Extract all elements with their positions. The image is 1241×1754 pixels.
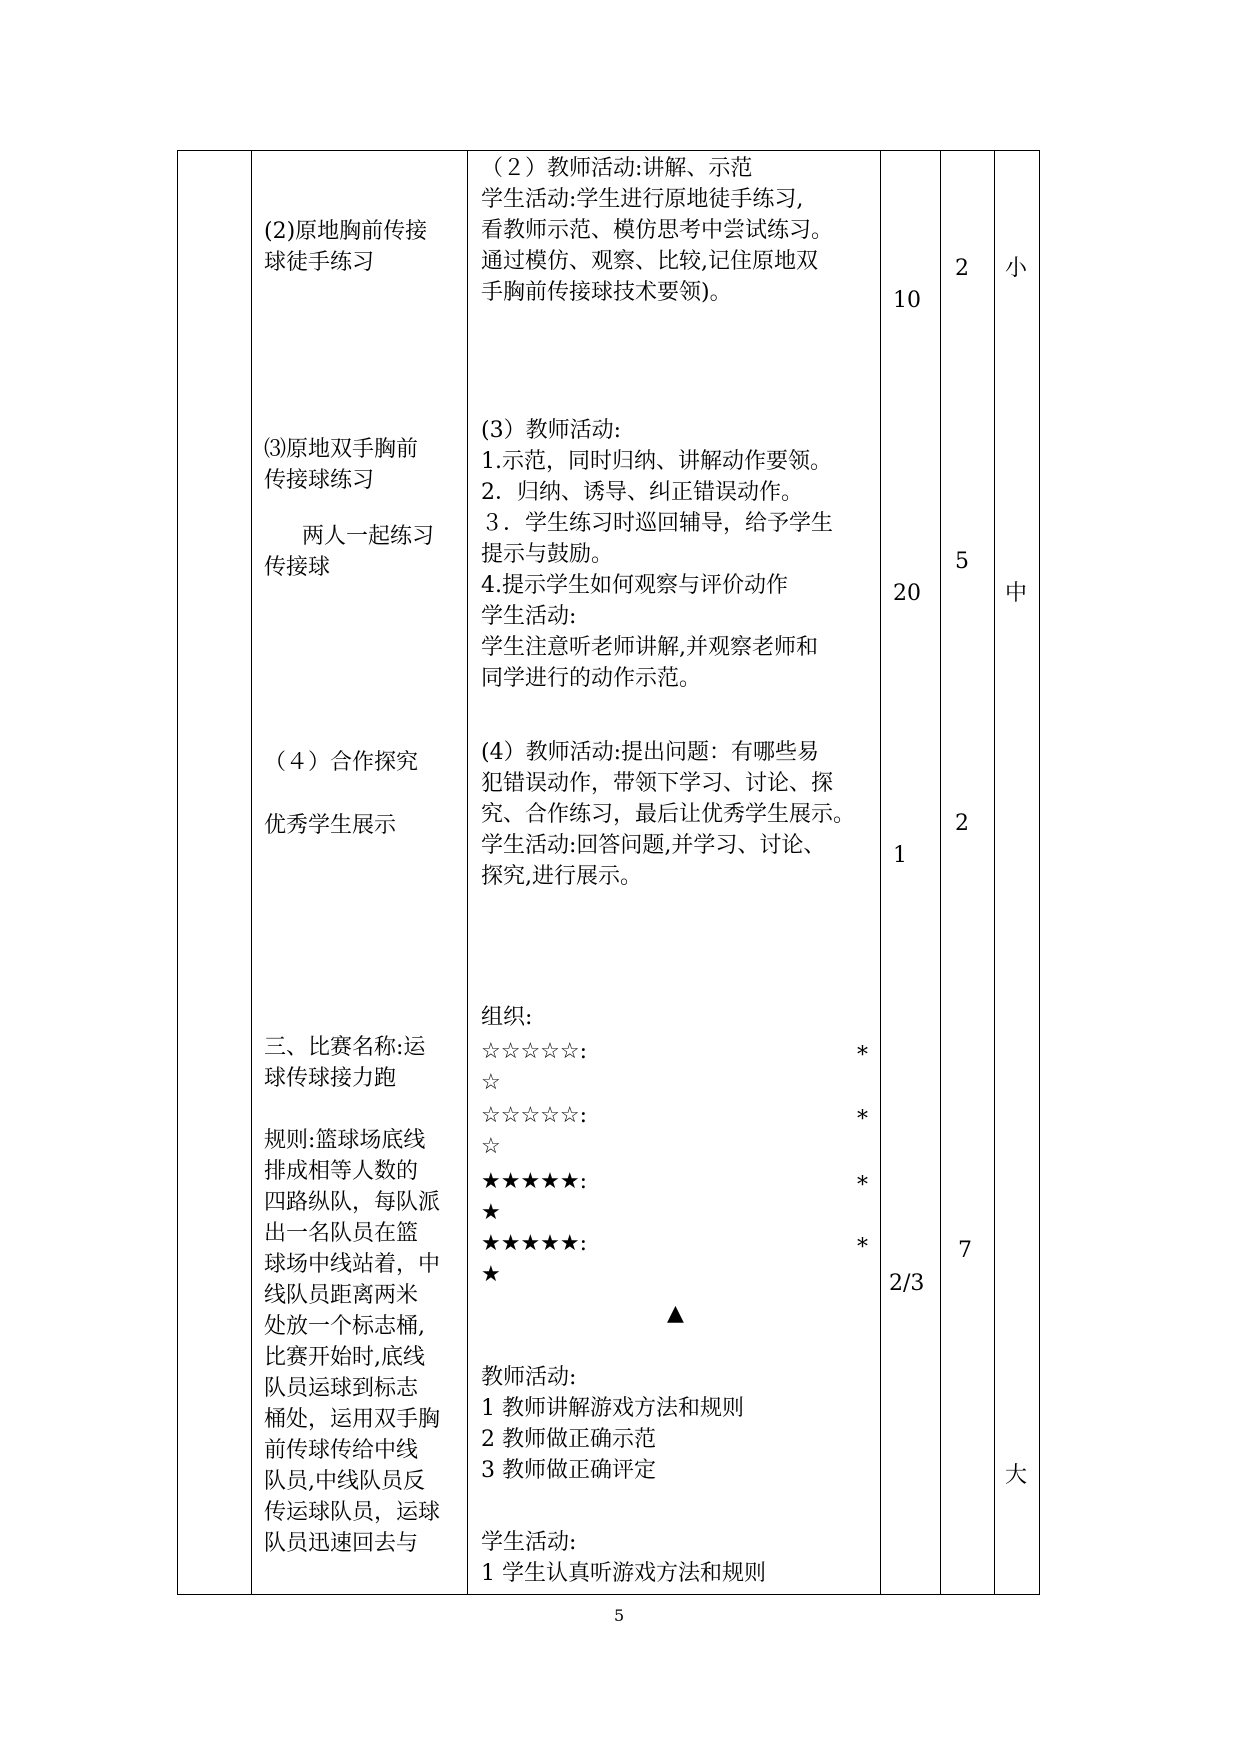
item-cell <box>264 1032 454 1559</box>
times-value: 10 <box>893 288 921 313</box>
method-cell <box>481 153 833 308</box>
method-line: 学生活动:学生进行原地徒手练习, <box>481 187 804 212</box>
intensity-value: 小 <box>1005 256 1028 281</box>
method-line: 探究,进行展示。 <box>481 864 642 889</box>
method-line: ３．学生练习时巡回辅导，给予学生 <box>481 511 834 536</box>
method-line: 学生活动: <box>481 1530 577 1555</box>
item-line: 队员运球到标志 <box>264 1376 419 1401</box>
table-column-border <box>177 150 178 1595</box>
count-value: 2 <box>955 256 969 281</box>
item-line: 处放一个标志桶, <box>264 1314 425 1339</box>
item-line: 线队员距离两米 <box>264 1283 419 1308</box>
formation-stars: ★★★★★: <box>481 1169 588 1194</box>
times-value: 1 <box>893 843 907 868</box>
formation-tail: ☆ <box>481 1070 501 1095</box>
method-line: 手胸前传接球技术要领)。 <box>481 280 732 305</box>
intensity-value: 中 <box>1005 581 1028 606</box>
method-line: 1 学生认真听游戏方法和规则 <box>481 1561 766 1586</box>
item-line: 桶处，运用双手胸 <box>264 1407 441 1432</box>
method-line: 1 教师讲解游戏方法和规则 <box>481 1396 744 1421</box>
item-line: 出一名队员在篮 <box>264 1221 419 1246</box>
formation-tail: ★ <box>481 1262 501 1287</box>
times-value: 20 <box>893 581 921 606</box>
item-line: 传接球练习 <box>264 468 375 493</box>
table-column-border <box>880 150 881 1595</box>
method-line: 同学进行的动作示范。 <box>481 666 702 691</box>
item-line: 球徒手练习 <box>264 250 375 275</box>
item-cell <box>264 747 418 841</box>
item-line: 传运球队员，运球 <box>264 1500 441 1525</box>
item-line: 两人一起练习 <box>302 524 435 549</box>
formation-tail: ★ <box>481 1200 501 1225</box>
table-column-border <box>467 150 468 1595</box>
item-cell <box>264 216 427 278</box>
formation-mark: * <box>857 1043 868 1068</box>
page-number: 5 <box>614 1606 625 1625</box>
item-line: 队员,中线队员反 <box>264 1469 425 1494</box>
method-line: 学生活动:回答问题,并学习、讨论、 <box>481 833 826 858</box>
item-line: （４）合作探究 <box>264 750 419 775</box>
method-line: 犯错误动作，带领下学习、讨论、探 <box>481 771 834 796</box>
formation-stars: ☆☆☆☆☆: <box>481 1039 588 1064</box>
method-line: 1.示范，同时归纳、讲解动作要领。 <box>481 449 832 474</box>
formation-stars: ★★★★★: <box>481 1231 588 1256</box>
item-cell <box>264 434 434 583</box>
item-line: 比赛开始时,底线 <box>264 1345 425 1370</box>
item-line: 优秀学生展示 <box>264 813 397 838</box>
table-column-border <box>251 150 252 1595</box>
count-value: 5 <box>955 549 969 574</box>
formation-mark: * <box>857 1107 868 1132</box>
intensity-value: 大 <box>1005 1463 1028 1488</box>
student-activity <box>481 1527 766 1589</box>
table-bottom-border <box>177 1594 1040 1595</box>
item-line: 队员迅速回去与 <box>264 1531 419 1556</box>
method-line: 学生注意听老师讲解,并观察老师和 <box>481 635 818 660</box>
item-line: 三、比赛名称:运 <box>264 1035 426 1060</box>
formation-mark: * <box>857 1173 868 1198</box>
teacher-activity <box>481 1362 744 1486</box>
method-line: 提示与鼓励。 <box>481 542 614 567</box>
count-value: 7 <box>958 1238 972 1263</box>
item-line: 四路纵队，每队派 <box>264 1190 441 1215</box>
method-line: 看教师示范、模仿思考中尝试练习。 <box>481 218 834 243</box>
times-value: 2/3 <box>889 1271 925 1296</box>
table-column-border <box>994 150 995 1595</box>
method-line: 2 教师做正确示范 <box>481 1427 656 1452</box>
method-line: 通过模仿、观察、比较,记住原地双 <box>481 249 818 274</box>
count-value: 2 <box>955 811 969 836</box>
method-line: (3）教师活动: <box>481 418 621 443</box>
formation-tail: ☆ <box>481 1134 501 1159</box>
formation-mark: * <box>857 1235 868 1260</box>
table-column-border <box>1039 150 1040 1595</box>
table-top-border <box>177 150 1040 151</box>
organization-label: 组织: <box>481 1005 533 1030</box>
method-line: 教师活动: <box>481 1365 577 1390</box>
item-line: 规则:篮球场底线 <box>264 1128 426 1153</box>
method-line: 3 教师做正确评定 <box>481 1458 656 1483</box>
method-line: 学生活动: <box>481 604 577 629</box>
item-line: 传接球 <box>264 555 331 580</box>
item-line: 前传球传给中线 <box>264 1438 419 1463</box>
method-line: （２）教师活动:讲解、示范 <box>481 156 753 181</box>
formation-stars: ☆☆☆☆☆: <box>481 1103 588 1128</box>
method-line: (4）教师活动:提出问题：有哪些易 <box>481 740 819 765</box>
method-line: 究、合作练习，最后让优秀学生展示。 <box>481 802 856 827</box>
item-line: 球传球接力跑 <box>264 1066 397 1091</box>
item-line: 排成相等人数的 <box>264 1159 419 1184</box>
item-line: ⑶原地双手胸前 <box>264 437 419 462</box>
table-column-border <box>940 150 941 1595</box>
method-cell <box>481 415 833 694</box>
method-line: 4.提示学生如何观察与评价动作 <box>481 573 788 598</box>
item-line: 球场中线站着，中 <box>264 1252 441 1277</box>
item-line: (2)原地胸前传接 <box>264 219 428 244</box>
teacher-position-icon: ▲ <box>667 1301 684 1326</box>
method-cell <box>481 737 855 892</box>
method-line: 2．归纳、诱导、纠正错误动作。 <box>481 480 803 505</box>
